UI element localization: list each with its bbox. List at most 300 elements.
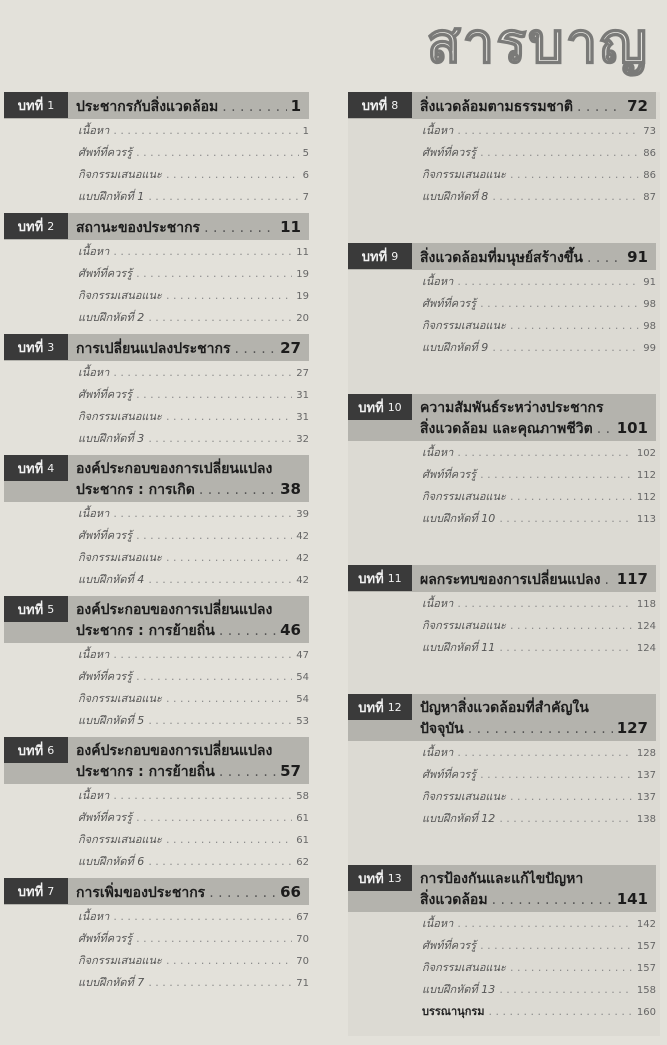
entry-title: กิจกรรมเสนอแนะ	[78, 168, 162, 181]
dot-leader	[148, 714, 292, 727]
entry-title: แบบฝึกหัดที่ 8	[422, 190, 489, 203]
entry-title: กิจกรรมเสนอแนะ	[422, 168, 506, 181]
dot-leader	[597, 419, 613, 439]
dot-leader	[457, 124, 639, 137]
dot-leader	[113, 648, 292, 661]
toc-entry[interactable]	[422, 272, 656, 294]
toc-entry[interactable]	[422, 487, 656, 509]
entry-page-number: 112	[636, 470, 656, 481]
dot-leader	[480, 297, 639, 310]
chapter-title: ความสัมพันธ์ระหว่างประชากร	[420, 400, 604, 416]
dot-leader	[480, 768, 633, 781]
dot-leader	[113, 789, 292, 802]
dot-leader	[604, 570, 612, 590]
chapter-8	[348, 92, 656, 209]
toc-entry[interactable]	[78, 951, 309, 973]
entry-page-number: 99	[643, 343, 656, 354]
toc-entry[interactable]	[422, 936, 656, 958]
dot-leader	[148, 311, 292, 324]
entry-page-number: 158	[636, 985, 656, 996]
toc-entry[interactable]	[78, 526, 309, 548]
entry-title: แบบฝึกหัดที่ 3	[78, 432, 145, 445]
chapter-11	[348, 565, 656, 660]
entry-page-number: 70	[296, 934, 309, 945]
entry-page-number: 98	[643, 299, 656, 310]
toc-entry[interactable]	[78, 165, 309, 187]
dot-leader	[480, 939, 633, 952]
entry-page-number: 19	[296, 291, 309, 302]
entry-title: กิจกรรมเสนอแนะ	[422, 961, 506, 974]
dot-leader	[136, 811, 292, 824]
entry-page-number: 91	[643, 277, 656, 288]
dot-leader	[510, 619, 633, 632]
dot-leader	[199, 480, 276, 500]
chapter-badge	[348, 865, 412, 891]
entry-title: แบบฝึกหัดที่ 4	[78, 573, 145, 586]
dot-leader	[113, 124, 298, 137]
toc-entry[interactable]	[422, 787, 656, 809]
chapter-page-number: 1	[290, 97, 301, 115]
toc-entry[interactable]	[78, 121, 309, 143]
dot-leader	[148, 190, 298, 203]
entry-title: เนื้อหา	[78, 648, 110, 661]
chapter-word: บทที่	[358, 871, 384, 887]
entry-page-number: 27	[296, 368, 309, 379]
chapter-title: สถานะของประชากร	[76, 220, 201, 236]
dot-leader	[480, 468, 633, 481]
dot-leader	[209, 883, 276, 903]
entry-page-number: 1	[302, 126, 309, 137]
chapter-number: 7	[47, 884, 55, 898]
toc-entry[interactable]	[422, 743, 656, 765]
toc-entry[interactable]	[422, 980, 656, 1002]
toc-entry[interactable]	[422, 294, 656, 316]
chapter-title: ประชากร : การย้ายถิ่น	[76, 623, 215, 639]
entry-title: เนื้อหา	[422, 275, 454, 288]
toc-entry[interactable]	[422, 509, 656, 531]
chapter-badge	[4, 334, 68, 360]
dot-leader	[222, 97, 286, 117]
chapter-heading[interactable]	[4, 596, 309, 643]
chapter-word: บทที่	[17, 340, 44, 356]
entry-page-number: 137	[636, 770, 656, 781]
chapter-5	[4, 596, 309, 733]
entry-page-number: 58	[296, 791, 309, 802]
chapter-badge	[4, 737, 68, 763]
entry-title: กิจกรรมเสนอแนะ	[422, 619, 506, 632]
chapter-heading[interactable]	[348, 865, 656, 912]
dot-leader	[166, 954, 292, 967]
entry-title: เนื้อหา	[422, 446, 454, 459]
dot-leader	[510, 168, 639, 181]
entry-title: กิจกรรมเสนอแนะ	[422, 319, 506, 332]
entry-title: เนื้อหา	[78, 910, 110, 923]
chapter-number: 13	[387, 871, 402, 885]
chapter-number: 12	[387, 700, 402, 714]
chapter-title: การเปลี่ยนแปลงประชากร	[76, 341, 231, 357]
chapter-title: ประชากรกับสิ่งแวดล้อม	[76, 99, 219, 115]
chapter-badge	[348, 92, 412, 118]
page-title: สารบาญ	[426, 11, 649, 76]
entry-page-number: 86	[643, 170, 656, 181]
dot-leader	[219, 762, 276, 782]
entry-title: แบบฝึกหัดที่ 1	[78, 190, 145, 203]
entry-page-number: 61	[296, 813, 309, 824]
entry-title: กิจกรรมเสนอแนะ	[422, 790, 506, 803]
dot-leader	[587, 248, 623, 268]
entry-page-number: 87	[643, 192, 656, 203]
toc-entry[interactable]	[78, 570, 309, 592]
dot-leader	[457, 597, 633, 610]
toc-entry[interactable]	[78, 830, 309, 852]
chapter-title: การเพิ่มของประชากร	[76, 885, 206, 901]
chapter-badge	[4, 213, 68, 239]
entry-title: กิจกรรมเสนอแนะ	[78, 551, 162, 564]
chapter-2	[4, 213, 309, 330]
entry-title: แบบฝึกหัดที่ 6	[78, 855, 145, 868]
chapter-word: บทที่	[17, 98, 44, 114]
entry-title: ศัพท์ที่ควรรู้	[422, 939, 477, 952]
entry-title: ศัพท์ที่ควรรู้	[78, 388, 133, 401]
chapter-page-number: 101	[616, 419, 648, 437]
dot-leader	[136, 932, 292, 945]
entry-page-number: 11	[296, 247, 309, 258]
entry-title: แบบฝึกหัดที่ 11	[422, 641, 496, 654]
toc-entry[interactable]	[422, 121, 656, 143]
entry-title: เนื้อหา	[78, 507, 110, 520]
entry-page-number: 98	[643, 321, 656, 332]
dot-leader	[166, 168, 299, 181]
chapter-word: บทที่	[361, 249, 388, 265]
chapter-word: บทที่	[358, 571, 384, 587]
toc-entry[interactable]	[78, 504, 309, 526]
entry-page-number: 157	[636, 963, 656, 974]
entry-page-number: 7	[302, 192, 309, 203]
entry-title: ศัพท์ที่ควรรู้	[78, 811, 133, 824]
dot-leader	[235, 339, 277, 359]
entry-title: เนื้อหา	[422, 917, 454, 930]
chapter-badge	[348, 243, 412, 269]
toc-entry[interactable]	[78, 286, 309, 308]
dot-leader	[457, 917, 633, 930]
entry-page-number: 47	[296, 650, 309, 661]
chapter-word: บทที่	[17, 884, 44, 900]
chapter-heading[interactable]	[348, 92, 656, 119]
dot-leader	[136, 267, 292, 280]
entry-title: ศัพท์ที่ควรรู้	[422, 146, 477, 159]
chapter-12	[348, 694, 656, 831]
toc-left-column	[4, 92, 309, 1001]
entry-page-number: 128	[636, 748, 656, 759]
chapter-title: สิ่งแวดล้อมตามธรรมชาติ	[420, 99, 574, 115]
chapter-number: 8	[391, 98, 399, 112]
dot-leader	[136, 146, 299, 159]
dot-leader	[510, 961, 633, 974]
chapter-title: สิ่งแวดล้อมที่มนุษย์สร้างขึ้น	[420, 250, 583, 266]
entry-title: ศัพท์ที่ควรรู้	[78, 267, 133, 280]
chapter-word: บทที่	[361, 98, 388, 114]
chapter-6	[4, 737, 309, 874]
toc-right-column	[348, 92, 656, 1030]
chapter-page-number: 72	[627, 97, 648, 115]
entry-page-number: 70	[296, 956, 309, 967]
chapter-number: 5	[47, 602, 55, 616]
chapter-heading[interactable]	[4, 334, 309, 361]
chapter-page-number: 57	[280, 762, 301, 780]
chapter-title: ปัญหาสิ่งแวดล้อมที่สำคัญใน	[420, 700, 589, 716]
entry-page-number: 86	[643, 148, 656, 159]
toc-entry[interactable]	[78, 407, 309, 429]
entry-title: เนื้อหา	[78, 366, 110, 379]
entry-title: กิจกรรมเสนอแนะ	[422, 490, 506, 503]
chapter-title: องค์ประกอบของการเปลี่ยนแปลง	[76, 602, 273, 618]
chapter-heading[interactable]	[348, 565, 656, 592]
chapter-page-number: 38	[280, 480, 301, 498]
toc-entry[interactable]	[78, 308, 309, 330]
toc-entry[interactable]	[422, 143, 656, 165]
chapter-number: 3	[47, 340, 55, 354]
entry-title: ศัพท์ที่ควรรู้	[422, 468, 477, 481]
toc-entry[interactable]	[422, 914, 656, 936]
entry-page-number: 124	[636, 621, 656, 632]
entry-title: เนื้อหา	[78, 789, 110, 802]
entry-page-number: 142	[636, 919, 656, 930]
entry-title: ศัพท์ที่ควรรู้	[78, 932, 133, 945]
dot-leader	[577, 97, 623, 117]
entry-title: กิจกรรมเสนอแนะ	[78, 833, 162, 846]
entry-title: เนื้อหา	[78, 124, 110, 137]
entry-page-number: 157	[636, 941, 656, 952]
entry-page-number: 42	[296, 553, 309, 564]
toc-entry[interactable]	[422, 594, 656, 616]
toc-entry[interactable]	[422, 809, 656, 831]
chapter-10	[348, 394, 656, 531]
toc-entry[interactable]	[78, 264, 309, 286]
dot-leader	[492, 190, 639, 203]
entry-title: แบบฝึกหัดที่ 2	[78, 311, 145, 324]
chapter-badge	[4, 455, 68, 481]
toc-entry[interactable]	[78, 852, 309, 874]
dot-leader	[489, 1005, 633, 1018]
entry-page-number: 5	[302, 148, 309, 159]
dot-leader	[166, 289, 292, 302]
entry-page-number: 32	[296, 434, 309, 445]
toc-entry[interactable]	[78, 808, 309, 830]
dot-leader	[148, 432, 292, 445]
entry-page-number: 73	[643, 126, 656, 137]
toc-entry[interactable]	[78, 667, 309, 689]
chapter-title: สิ่งแวดล้อม และคุณภาพชีวิต	[420, 421, 593, 437]
entry-title: เนื้อหา	[78, 245, 110, 258]
entry-page-number: 54	[296, 694, 309, 705]
dot-leader	[113, 366, 292, 379]
chapter-badge	[4, 596, 68, 622]
dot-leader	[457, 275, 639, 288]
dot-leader	[166, 410, 292, 423]
chapter-word: บทที่	[17, 602, 44, 618]
dot-leader	[136, 388, 292, 401]
chapter-number: 6	[47, 743, 55, 757]
entry-page-number: 62	[296, 857, 309, 868]
entry-title: แบบฝึกหัดที่ 10	[422, 512, 496, 525]
toc-entry[interactable]	[78, 187, 309, 209]
entry-title: กิจกรรมเสนอแนะ	[78, 954, 162, 967]
dot-leader	[113, 245, 292, 258]
chapter-word: บทที่	[358, 400, 384, 416]
toc-entry[interactable]	[78, 786, 309, 808]
toc-entry[interactable]	[78, 548, 309, 570]
toc-entry[interactable]	[422, 616, 656, 638]
toc-entry[interactable]	[78, 645, 309, 667]
chapter-word: บทที่	[17, 219, 44, 235]
dot-leader	[148, 573, 292, 586]
chapter-page-number: 11	[280, 218, 301, 236]
entry-page-number: 113	[636, 514, 656, 525]
chapter-heading[interactable]	[348, 243, 656, 270]
chapter-page-number: 91	[627, 248, 648, 266]
chapter-word: บทที่	[17, 743, 44, 759]
entry-title: เนื้อหา	[422, 597, 454, 610]
entry-page-number: 71	[296, 978, 309, 989]
entry-title: ศัพท์ที่ควรรู้	[78, 529, 133, 542]
entry-page-number: 118	[636, 599, 656, 610]
chapter-heading[interactable]	[4, 737, 309, 784]
chapter-page-number: 46	[280, 621, 301, 639]
chapter-page-number: 141	[616, 890, 648, 908]
toc-entry[interactable]	[422, 165, 656, 187]
toc-entry[interactable]	[78, 907, 309, 929]
chapter-4	[4, 455, 309, 592]
toc-entry[interactable]	[422, 765, 656, 787]
entry-title: บรรณานุกรม	[422, 1005, 485, 1018]
chapter-number: 10	[387, 400, 402, 414]
chapter-7	[4, 878, 309, 995]
chapter-title: ปัจจุบัน	[420, 721, 464, 737]
dot-leader	[204, 218, 276, 238]
toc-entry[interactable]	[78, 689, 309, 711]
toc-entry[interactable]	[422, 443, 656, 465]
toc-entry[interactable]	[422, 465, 656, 487]
dot-leader	[492, 341, 639, 354]
chapter-3	[4, 334, 309, 451]
entry-title: ศัพท์ที่ควรรู้	[78, 670, 133, 683]
entry-title: ศัพท์ที่ควรรู้	[422, 297, 477, 310]
dot-leader	[136, 670, 292, 683]
toc-entry[interactable]	[422, 638, 656, 660]
toc-entry[interactable]	[78, 973, 309, 995]
chapter-word: บทที่	[17, 461, 44, 477]
toc-entry[interactable]	[78, 429, 309, 451]
entry-page-number: 54	[296, 672, 309, 683]
toc-entry[interactable]	[78, 143, 309, 165]
dot-leader	[219, 621, 276, 641]
entry-page-number: 160	[636, 1007, 656, 1018]
chapter-title: ผลกระทบของการเปลี่ยนแปลง	[420, 572, 601, 588]
dot-leader	[113, 507, 292, 520]
chapter-heading[interactable]	[4, 455, 309, 502]
chapter-badge	[348, 565, 412, 591]
chapter-title: การป้องกันและแก้ไขปัญหา	[420, 871, 584, 887]
dot-leader	[468, 719, 613, 739]
chapter-title: สิ่งแวดล้อม	[420, 892, 488, 908]
dot-leader	[148, 855, 292, 868]
chapter-number: 2	[47, 219, 55, 233]
chapter-badge	[4, 878, 68, 904]
chapter-word: บทที่	[358, 700, 384, 716]
dot-leader	[499, 512, 633, 525]
entry-page-number: 42	[296, 531, 309, 542]
dot-leader	[457, 446, 633, 459]
dot-leader	[166, 692, 292, 705]
toc-entry[interactable]	[422, 1002, 656, 1024]
chapter-heading[interactable]	[4, 878, 309, 905]
dot-leader	[492, 890, 613, 910]
chapter-number: 9	[391, 249, 399, 263]
entry-title: กิจกรรมเสนอแนะ	[78, 289, 162, 302]
entry-title: เนื้อหา	[422, 124, 454, 137]
toc-entry[interactable]	[422, 187, 656, 209]
chapter-heading[interactable]	[4, 92, 309, 119]
entry-title: แบบฝึกหัดที่ 7	[78, 976, 145, 989]
dot-leader	[499, 812, 633, 825]
chapter-heading[interactable]	[348, 694, 656, 741]
dot-leader	[510, 490, 633, 503]
entry-page-number: 137	[636, 792, 656, 803]
dot-leader	[510, 319, 639, 332]
toc-entry[interactable]	[78, 242, 309, 264]
chapter-13	[348, 865, 656, 1024]
chapter-page-number: 27	[280, 339, 301, 357]
entry-page-number: 67	[296, 912, 309, 923]
entry-title: ศัพท์ที่ควรรู้	[422, 768, 477, 781]
toc-entry[interactable]	[422, 958, 656, 980]
dot-leader	[499, 641, 633, 654]
toc-entry[interactable]	[78, 363, 309, 385]
dot-leader	[166, 551, 292, 564]
entry-page-number: 39	[296, 509, 309, 520]
entry-page-number: 102	[636, 448, 656, 459]
toc-entry[interactable]	[78, 711, 309, 733]
dot-leader	[499, 983, 633, 996]
dot-leader	[113, 910, 292, 923]
chapter-badge	[348, 394, 412, 420]
entry-title: กิจกรรมเสนอแนะ	[78, 410, 162, 423]
entry-page-number: 124	[636, 643, 656, 654]
entry-page-number: 31	[296, 390, 309, 401]
toc-entry[interactable]	[78, 385, 309, 407]
entry-page-number: 42	[296, 575, 309, 586]
toc-entry[interactable]	[422, 316, 656, 338]
entry-title: เนื้อหา	[422, 746, 454, 759]
chapter-number: 4	[47, 461, 55, 475]
entry-page-number: 20	[296, 313, 309, 324]
entry-title: แบบฝึกหัดที่ 5	[78, 714, 145, 727]
chapter-page-number: 127	[616, 719, 648, 737]
chapter-heading[interactable]	[348, 394, 656, 441]
toc-entry[interactable]	[422, 338, 656, 360]
entry-page-number: 31	[296, 412, 309, 423]
chapter-9	[348, 243, 656, 360]
dot-leader	[166, 833, 292, 846]
entry-page-number: 112	[636, 492, 656, 503]
chapter-page-number: 66	[280, 883, 301, 901]
entry-page-number: 6	[302, 170, 309, 181]
entry-page-number: 61	[296, 835, 309, 846]
chapter-number: 11	[387, 571, 402, 585]
entry-page-number: 138	[636, 814, 656, 825]
chapter-heading[interactable]	[4, 213, 309, 240]
toc-entry[interactable]	[78, 929, 309, 951]
